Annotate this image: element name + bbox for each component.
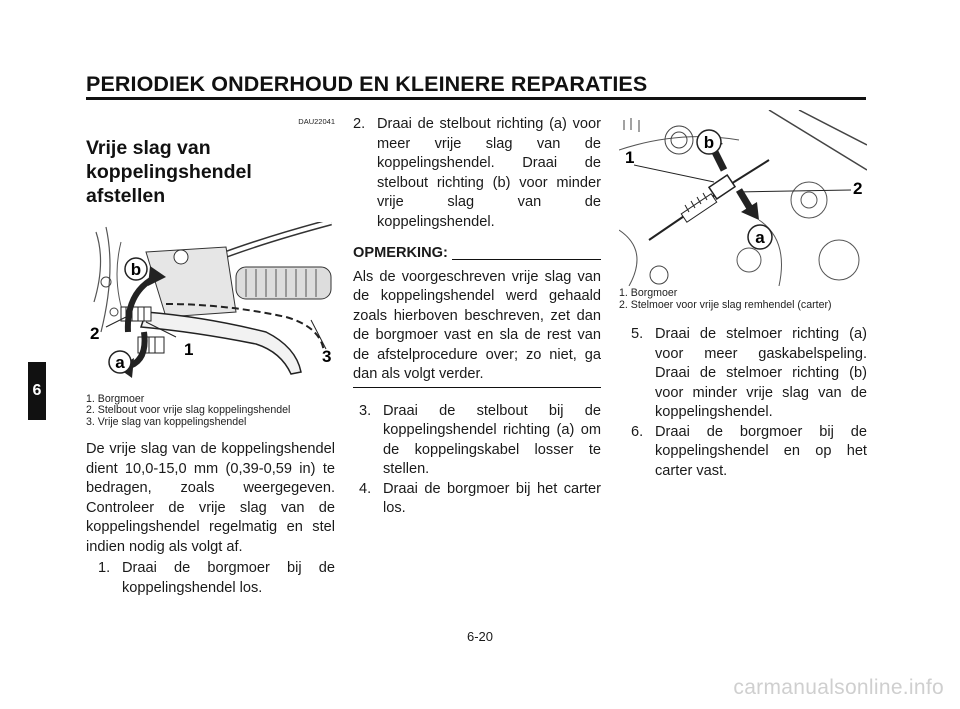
chapter-tab: 6 <box>28 362 46 420</box>
middle-column <box>353 115 601 519</box>
figure-label-b: b <box>703 133 715 152</box>
step-5: 5. Draai de stelmoer richting (a) voor meer gaskabelspeling. Draai de stelmoer richting (b) voor minder vrije slag van de koppelingshendel. <box>631 326 867 420</box>
page-header: PERIODIEK ONDERHOUD EN KLEINERE REPARATIES <box>86 72 648 96</box>
figure-label-1: 1 <box>625 148 635 167</box>
step-3: 3. Draai de stelbout bij de koppelingshendel richting (a) om de koppelingskabel losser te stellen. <box>359 402 601 477</box>
note-end-rule <box>353 387 601 388</box>
step-1: 1. Draai de borgmoer bij de koppelingshendel los. <box>98 560 335 596</box>
carter-adjuster-illustration <box>619 110 867 286</box>
figure-label-2: 2 <box>853 179 863 198</box>
figure-captions <box>619 288 867 311</box>
figure-captions <box>86 394 335 429</box>
header-rule <box>86 97 866 100</box>
caption-item: 2. Stelmoer voor vrije slag remhendel (carter) <box>619 298 832 311</box>
clutch-lever-figure <box>86 222 335 392</box>
section-title: Vrije slag van koppelingshendel afstellen <box>86 136 252 207</box>
figure-label-1: 1 <box>184 339 194 359</box>
figure-label-a: a <box>115 352 125 372</box>
figure-label-a: a <box>755 228 765 247</box>
caption-item: 1. Borgmoer <box>86 392 145 405</box>
caption-item: 2. Stelbout voor vrije slag koppelingshendel <box>86 404 291 416</box>
step-4: 4. Draai de borgmoer bij het carter los. <box>359 480 601 516</box>
note-rule <box>452 259 601 260</box>
carter-adjuster-figure <box>619 110 867 286</box>
figure-label-3: 3 <box>322 346 332 366</box>
step-6: 6. Draai de borgmoer bij de koppelingshendel en op het carter vast. <box>631 423 867 479</box>
right-column <box>619 110 867 481</box>
caption-item: 3. Vrije slag van koppelingshendel <box>86 415 247 428</box>
page-number: 6-20 <box>466 629 494 644</box>
section-code: DAU22041 <box>298 117 335 126</box>
watermark: carmanualsonline.info <box>733 676 944 699</box>
figure-label-2: 2 <box>90 323 100 343</box>
figure-label-b: b <box>130 259 142 279</box>
note-heading: OPMERKING: <box>353 244 601 264</box>
body-paragraph: De vrije slag van de koppelingshendel dient 10,0-15,0 mm (0,39-0,59 in) te bedragen, zoals weergegeven. Controleer de vrije slag van de koppelingshendel regelmatig en stel indien nodig als volgt af. <box>86 441 335 555</box>
note-text: Als de voorgeschreven vrije slag van de koppelingshendel werd gehaald zoals hierboven beschreven, zet dan de borgmoer vast en sla de rest van de afstelprocedure over; zo niet, ga dan als volgt verder. <box>353 268 601 382</box>
clutch-lever-illustration <box>86 222 335 392</box>
left-column <box>86 112 335 598</box>
step-2: 2. Draai de stelbout richting (a) voor meer vrije slag van de koppelingshendel. Draai de stelbout richting (b) voor minder vrije slag van de koppelingshendel. <box>353 116 601 230</box>
caption-item: 1. Borgmoer <box>619 287 678 299</box>
